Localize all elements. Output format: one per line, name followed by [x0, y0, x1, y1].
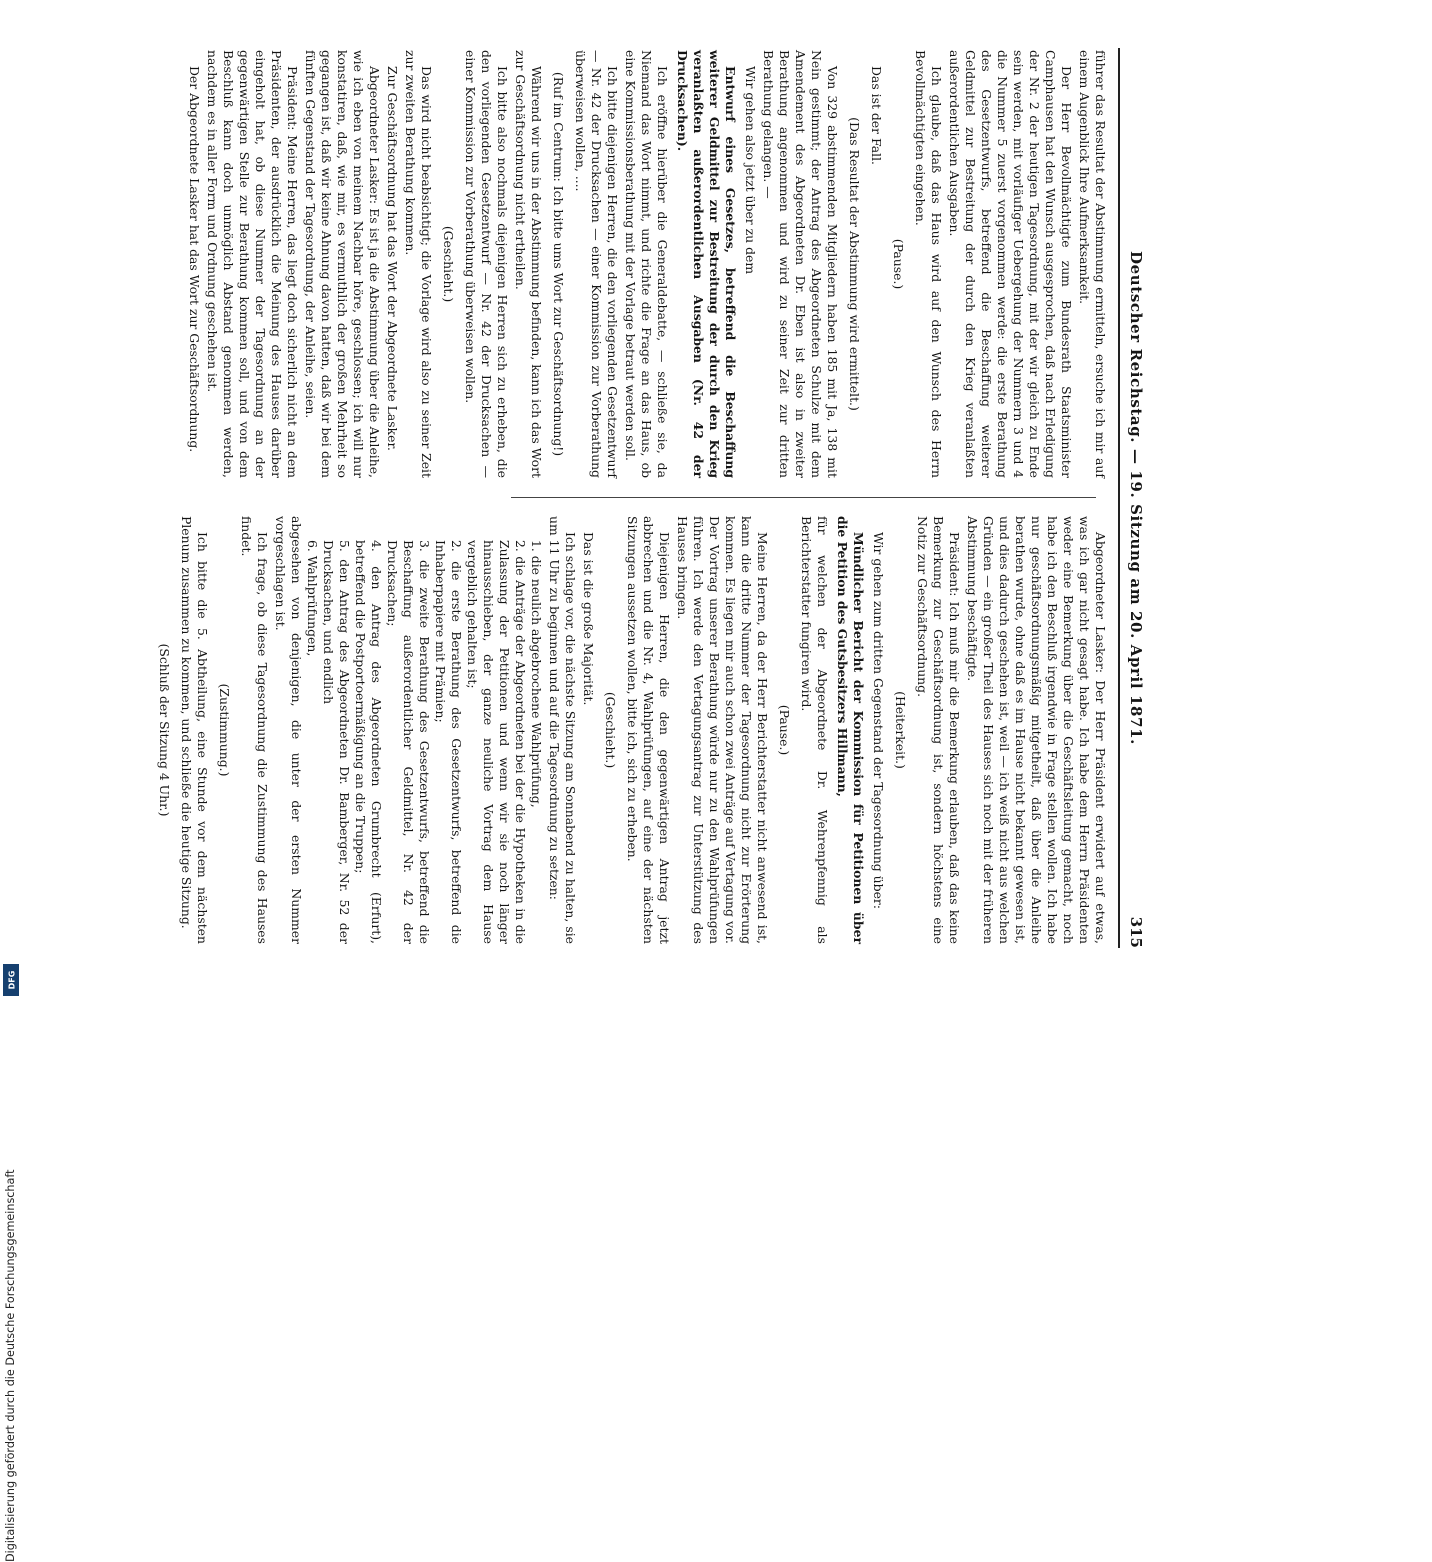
paragraph: Während wir uns in der Abstimmung befinden, kann ich das Wort zur Geschäftsordnung nicht ertheilen.: [513, 50, 544, 478]
paragraph: Ich glaube, daß das Haus wird auf den Wunsch des Herrn Bevollmächtigten eingehen.: [913, 50, 944, 478]
paragraph: Der Herr Bevollmächtigte zum Bundesrath Staatsminister Camphausen hat den Wunsch ausgesprochen, daß nach Erledigung der Nr. 2 der heutigen Tagesordnung, mit der wir gleich zu Ende sein werden, mit vorläufiger Uebergehung der Nummern 3 und 4 die Nummer 5 zuerst vorgenommen werde: die erste Berathung des Gesetzentwurfs, betreffend die Beschaffung weiterer Geldmittel zur Bestreitung der durch den Krieg veranlaßten außerordentlichen Ausgaben.: [947, 50, 1074, 478]
agenda-list-item: 1. die neulich abgebrochene Wahlprüfung,: [529, 540, 544, 808]
agenda-list-item: 6. Wahlprüfungen,: [305, 540, 320, 657]
agenda-list-item: 2. die erste Berathung des Gesetzentwurfs, betreffend die Inhaberpapiere mit Prämien;: [433, 540, 464, 944]
paragraph: Wir gehen zum dritten Gegenstand der Tagesordnung über:: [871, 532, 886, 910]
dfg-logo-text: DFG: [7, 970, 17, 990]
agenda-list-item: 3. die zweite Berathung des Gesetzentwurfs, betreffend die Beschaffung außerordentlicher Geldmittel, Nr. 42 der Drucksachen;: [385, 540, 432, 944]
paragraph: Wir gehen also jetzt über zu dem: [743, 66, 758, 275]
paragraph: Das ist der Fall.: [869, 66, 884, 165]
agenda-list-item: 4. den Antrag des Abgeordneten Grumbrecht (Erfurt), betreffend die Postportoermäßigung an die Truppen;: [353, 540, 384, 944]
paragraph: Ich schlage vor, die nächste Sitzung am Sonnabend zu halten, sie um 11 Uhr zu beginnen und auf die Tagesordnung zu setzen:: [547, 516, 578, 944]
stage-direction: (Zustimmung.): [217, 683, 232, 777]
paragraph: Ich frage, ob diese Tagesordnung die Zustimmung des Hauses findet.: [239, 516, 270, 944]
session-close-note: (Schluß der Sitzung 4 Uhr.): [157, 643, 172, 817]
paragraph: Von 329 abstimmenden Mitgliedern haben 185 mit Ja, 138 mit Nein gestimmt; der Antrag des Abgeordneten Schulze mit dem Amendement des Abgeordneten Dr. Eben ist also in zweiter Berathung angenommen und wird zu seiner Zeit zur dritten Berathung gelangen. —: [761, 50, 840, 478]
stage-direction: (Ruf im Centrum: Ich bitte ums Wort zur Geschäftsordnung!): [551, 71, 566, 457]
paragraph: Das wird nicht beabsichtigt; die Vorlage wird also zu seiner Zeit zur zweiten Berathung kommen.: [403, 50, 434, 478]
page-number: 315: [1127, 916, 1145, 948]
stage-direction: (Pause.): [777, 704, 792, 756]
paragraph: Das ist die große Majorität.: [581, 532, 596, 706]
paragraph: Der Abgeordnete Lasker hat das Wort zur Geschäftsordnung.: [187, 66, 202, 453]
paragraph: für welchen der Abgeordnete Dr. Wehrenpfennig als Berichterstatter fungiren wird.: [799, 516, 830, 944]
running-title: Deutscher Reichstag. — 19. Sitzung am 20. April 1871.: [1127, 251, 1145, 745]
left-column: [184, 50, 1108, 478]
paragraph: Abgeordneter Lasker: Der Herr Präsident erwidert auf etwas, was ich gar nicht gesagt habe. Ich habe dem Herrn Präsidenten weder eine Bemerkung über die Geschäftsleitung gemacht, noch habe ich den Beschluß irgendwie in Frage stellen wollen. Ich habe nur geschäftsordnungsmäßig mitgetheilt, daß über die Anleihe berathen wurde, ohne daß es im Hause nicht bekannt gewesen ist, und dies dadurch geschehen ist, weil — ich weiß nicht aus welchen Gründen — ein großer Theil des Hauses sich noch mit der früheren Abstimmung beschäftigte.: [965, 516, 1108, 944]
dfg-logo: [3, 964, 19, 996]
right-column: [150, 516, 1108, 944]
paragraph: Ich bitte also nochmals diejenigen Herren sich zu erheben, die den vorliegenden Gesetzentwurf — Nr. 42 der Drucksachen — einer Kommission zur Vorberathung überweisen wollen.: [463, 50, 510, 478]
stage-direction: (Geschieht.): [603, 691, 618, 769]
agenda-list: [304, 540, 544, 944]
column-divider: [511, 497, 1096, 498]
agenda-item-title: Mündlicher Bericht der Kommission für Petitionen über die Petition des Gutsbesitzers Hillmann,: [835, 516, 866, 944]
paragraph: Ich bitte diejenigen Herren, die den vorliegenden Gesetzentwurf — Nr. 42 der Drucksachen — einer Kommission zur Vorberathung überweisen wollen, ....: [573, 50, 620, 478]
stage-direction: (Das Resultat der Abstimmung wird ermittelt.): [847, 117, 862, 411]
paragraph: Zur Geschäftsordnung hat das Wort der Abgeordnete Lasker.: [385, 66, 400, 451]
agenda-list-item: 5. den Antrag des Abgeordneten Dr. Bamberger, Nr. 52 der Drucksachen, und endlich: [321, 540, 352, 944]
paragraph: Abgeordneter Lasker: Es ist ja die Abstimmung über die Anleihe, wie ich eben von meinem Nachbar höre, geschlossen; ich will nur konstatiren, daß, wie mir, es vermuthlich der großen Mehrheit so gegangen ist, daß wir keine Ahnung davon hatten, daß wir bei dem fünften Gegenstand der Tagesordnung, der Anleihe, seien.: [303, 50, 382, 478]
stage-direction: (Geschieht.): [441, 225, 456, 303]
header-rule: [1118, 48, 1120, 948]
paragraph: abgesehen von denjenigen, die unter der ersten Nummer vorgeschlagen ist.: [273, 516, 304, 944]
paragraph: Diejenigen Herren, die den gegenwärtigen Antrag jetzt abbrechen und die Nr. 4, Wahlprüfungen, auf eine der nächsten Sitzungen aussetzen wollen, bitte ich, sich zu erheben.: [625, 516, 672, 944]
agenda-item-title: Entwurf eines Gesetzes, betreffend die Beschaffung weiterer Geldmittel zur Bestreitung der durch den Krieg veranlaßten außerordentlichen Ausgaben (Nr. 42 der Drucksachen).: [675, 50, 738, 478]
stage-direction: (Heiterkeit.): [893, 691, 908, 769]
paragraph: Präsident: Ich muß mir die Bemerkung erlauben, daß das keine Bemerkung zur Geschäftsordnung ist, sondern höchstens eine Notiz zur Geschäftsordnung.: [915, 516, 962, 944]
stage-direction: (Pause.): [891, 238, 906, 290]
paragraph: Ich bitte die 5. Abtheilung, eine Stunde vor dem nächsten Plenum zusammen zu kommen, und schließe die heutige Sitzung.: [179, 516, 210, 944]
paragraph: Präsident: Meine Herren, das liegt doch sicherlich nicht an dem Präsidenten, der ausdrücklich die Meinung des Hauses darüber eingeholt hat, ob diese Nummer der Tagesordnung an der gegenwärtigen Stelle zur Berathung kommen soll, und von dem Beschluß kann doch unmöglich Abstand genommen werden, nachdem es in aller Form und Ordnung geschehen ist.: [205, 50, 300, 478]
digitization-credit: Digitalisierung gefördert durch die Deutsche Forschungsgemeinschaft: [4, 1169, 17, 1562]
agenda-list-item: 2. die Anträge der Abgeordneten bei der die Hypotheken in die Zulassung der Petitionen und wenn wir sie noch länger hinausschieben, der ganze neuliche Vortrag dem Hause vergeblich gehalten ist;: [465, 540, 528, 944]
paragraph: Ich eröffne hierüber die Generaldebatte, — schließe sie, da Niemand das Wort nimmt, und richte die Frage an das Haus, ob eine Kommissionsberathung mit der Vorlage betraut werden soll.: [623, 50, 670, 478]
page-header: [1122, 48, 1144, 948]
paragraph: führer das Resultat der Abstimmung ermitteln, ersuche ich mir auf einem Augenblick Ihre Aufmerksamkeit.: [1077, 50, 1108, 478]
paragraph: Meine Herren, da der Herr Berichterstatter nicht anwesend ist, kann die dritte Nummer der Tagesordnung nicht zur Erörterung kommen. Es liegen mir auch schon zwei Anträge auf Vertagung vor. Der Vortrag unserer Berathung würde nur zu den Wahlprüfungen führen. Ich werde den Vertagungsantrag zur Unterstützung des Hauses bringen.: [675, 516, 770, 944]
